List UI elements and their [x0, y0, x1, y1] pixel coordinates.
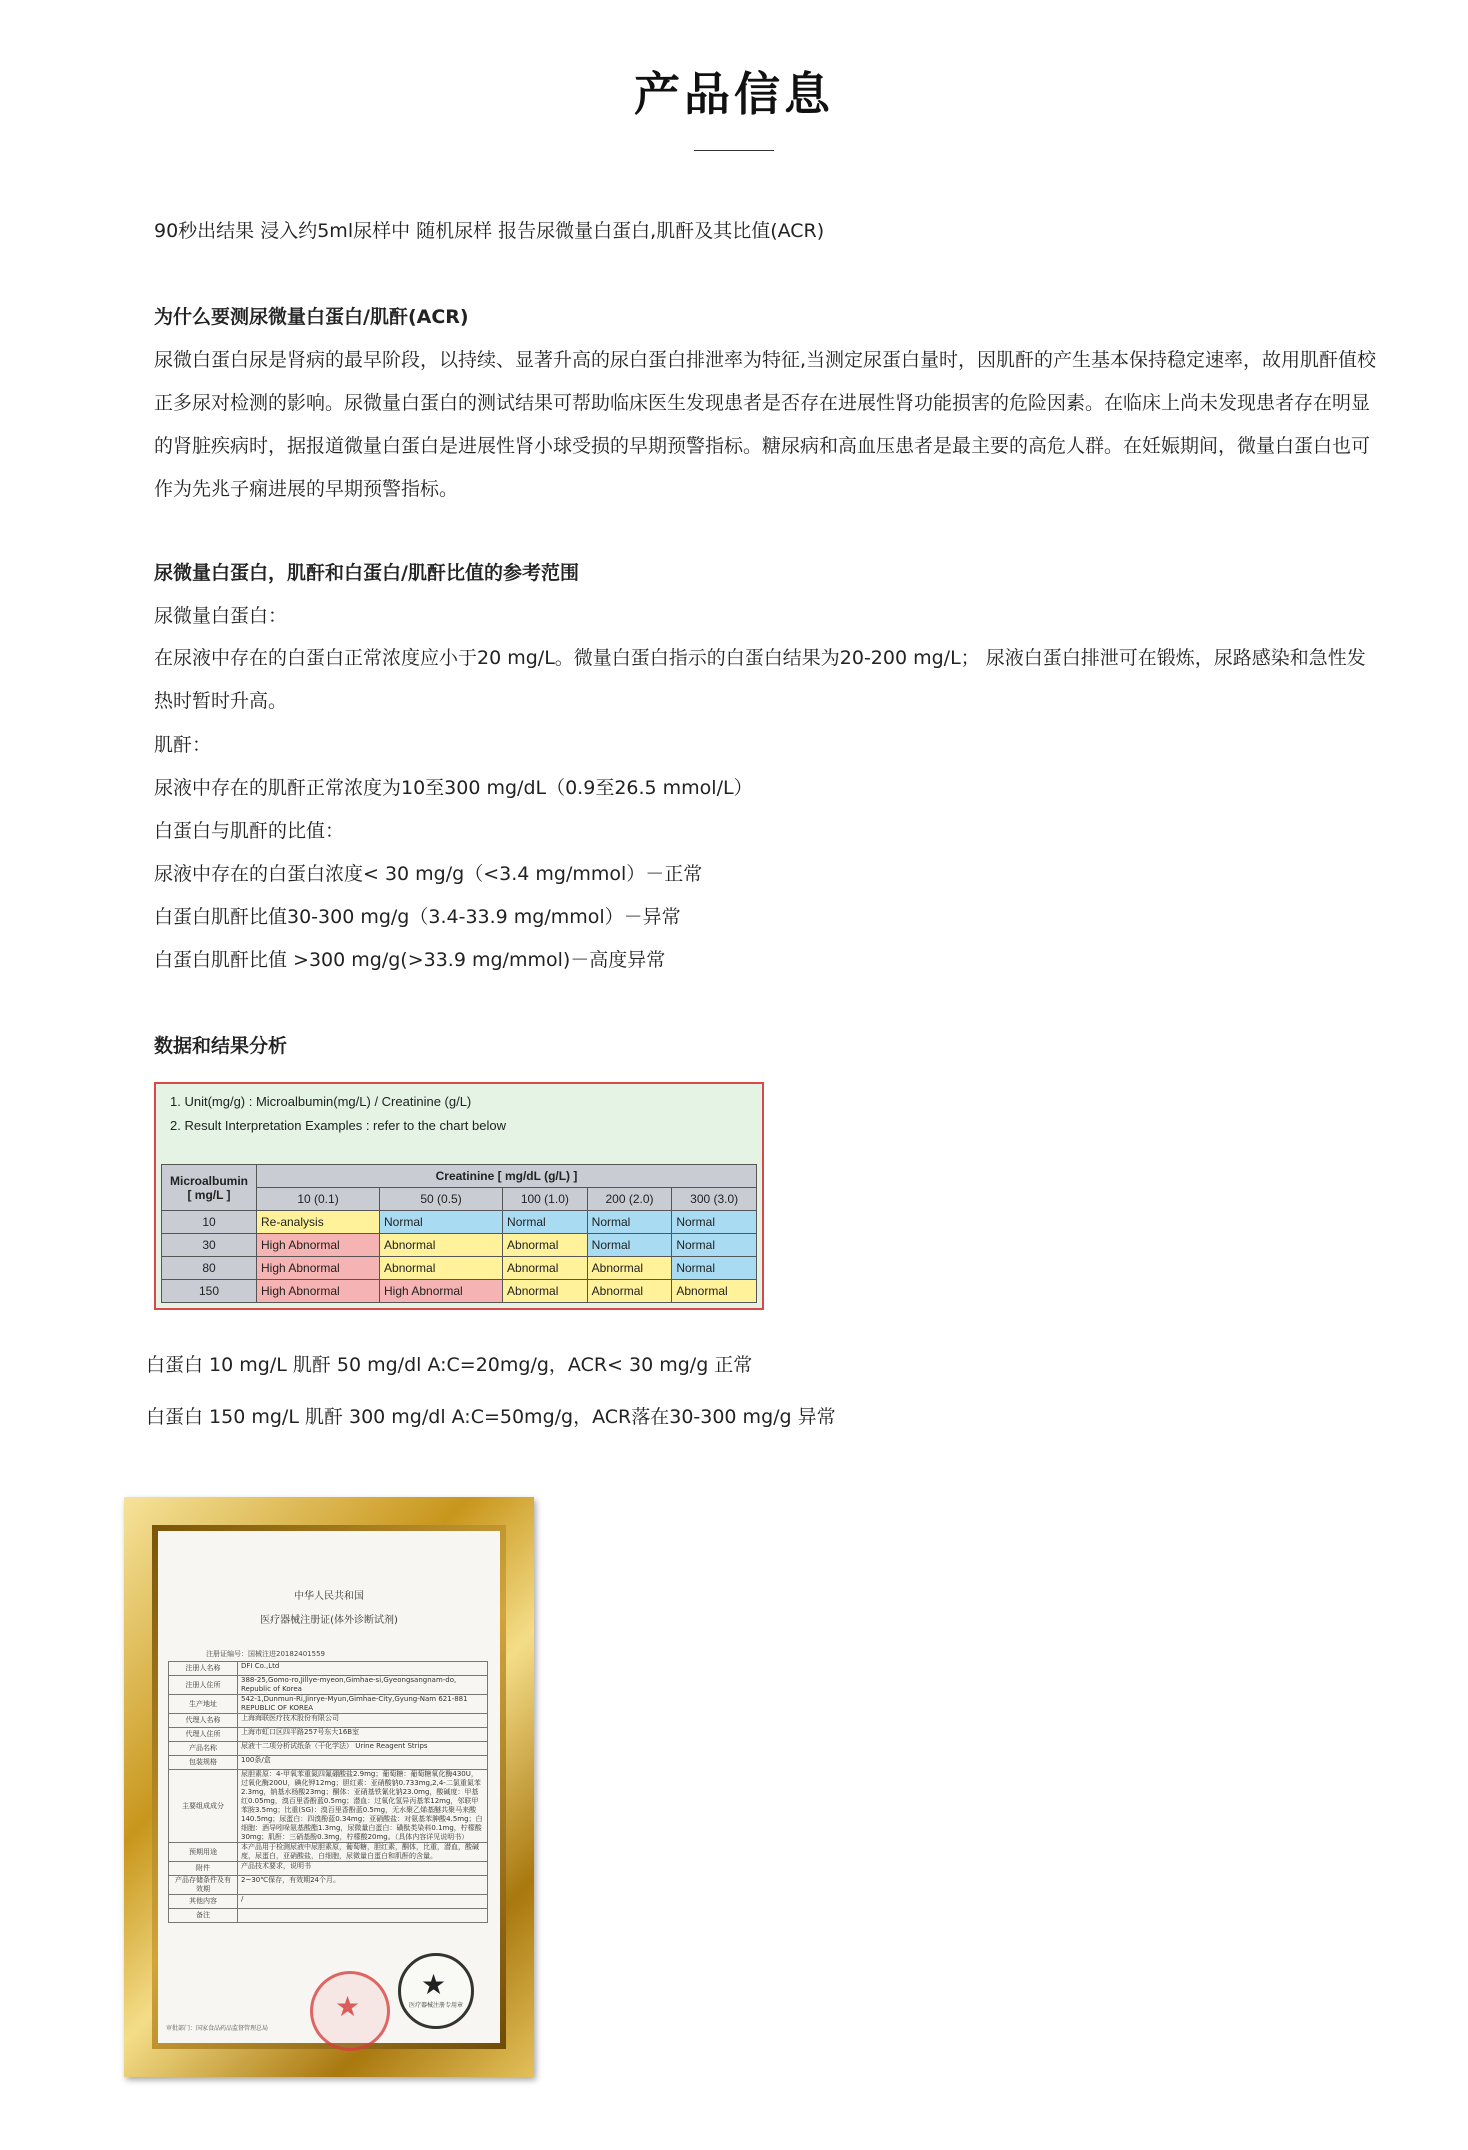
result-cell: Abnormal: [503, 1280, 588, 1303]
result-row: [162, 1257, 757, 1280]
ratio-normal: 尿液中存在的白蛋白浓度< 30 mg/g（<3.4 mg/mmol）－正常: [154, 863, 703, 885]
result-cell: Re-analysis: [257, 1211, 380, 1234]
certificate-field-label: 其他内容: [169, 1895, 238, 1909]
result-cell: Abnormal: [587, 1257, 672, 1280]
black-seal-stamp: [398, 1953, 474, 2029]
certificate-field-value: [238, 1909, 488, 1923]
microalbumin-value: 10: [162, 1211, 257, 1234]
example-normal: 白蛋白 10 mg/L 肌酐 50 mg/dl A:C=20mg/g，ACR< 30 mg/g 正常: [146, 1354, 753, 1376]
certificate-paper: [158, 1531, 500, 2043]
certificate-row: [169, 1742, 488, 1756]
column-header: 50 (0.5): [380, 1188, 503, 1211]
result-cell: High Abnormal: [257, 1257, 380, 1280]
result-cell: Abnormal: [587, 1280, 672, 1303]
certificate-field-value: 542-1,Dunmun-Ri,Jinrye-Myun,Gimhae-City,Gyung-Nam 621-881 REPUBLIC OF KOREA: [238, 1695, 488, 1714]
ratio-label: 白蛋白与肌酐的比值：: [154, 820, 345, 842]
result-row: [162, 1211, 757, 1234]
result-interpretation-chart: [154, 1082, 764, 1310]
result-table: [161, 1164, 757, 1303]
certificate-field-value: 本产品用于检测尿液中尿胆素原，葡萄糖，胆红素，酮体，比重，潜血，酸碱度，尿蛋白，亚硝酸盐，白细胞，尿微量白蛋白和肌酐的含量。: [238, 1843, 488, 1862]
section-why-body: 尿微白蛋白尿是肾病的最早阶段，以持续、显著升高的尿白蛋白排泄率为特征,当测定尿蛋白量时，因肌酐的产生基本保持稳定速率，故用肌酐值校正多尿对检测的影响。尿微量白蛋白的测试结果可帮助临床医生发现患者是否存在进展性肾功能损害的危险因素。在临床上尚未发现患者存在明显的肾脏疾病时，据报道微量白蛋白是进展性肾小球受损的早期预警指标。糖尿病和高血压患者是最主要的高危人群。在妊娠期间，微量白蛋白也可作为先兆子痫进展的早期预警指标。: [154, 349, 1377, 500]
column-header: 100 (1.0): [503, 1188, 588, 1211]
result-cell: Normal: [587, 1234, 672, 1257]
certificate-row: [169, 1714, 488, 1728]
albumin-text: 在尿液中存在的白蛋白正常浓度应小于20 mg/L。微量白蛋白指示的白蛋白结果为20-200 mg/L； 尿液白蛋白排泄可在锻炼，尿路感染和急性发热时暂时升高。: [154, 647, 1366, 712]
albumin-label: 尿微量白蛋白：: [154, 605, 288, 627]
certificate-field-value: 上海市虹口区四平路257号东大16B室: [238, 1728, 488, 1742]
frame-inner-bevel: [152, 1525, 506, 2049]
certificate-field-label: 预期用途: [169, 1843, 238, 1862]
result-cell: Normal: [672, 1234, 757, 1257]
creatinine-label: 肌酐：: [154, 734, 212, 756]
certificate-field-value: 尿胆素原：4-甲氧苯重氮四氟硼酸盐2.9mg；葡萄糖：葡萄糖氧化酶430U，过氧化酶200U，碘化钾12mg；胆红素：亚硝酸钠0.733mg,2,4-二氯重氮苯2.3mg，钠基水杨酸23mg；酮体：亚硝基铁氰化钠23.0mg，酸碱度：甲基红0.05mg，溴百里香酚蓝0.5mg；潜血：过氧化氢异丙基苯12mg，邻联甲苯胺3.5mg；比重(SG)：溴百里香酚蓝0.5mg，无水聚乙烯基醚共聚马来酸140.5mg；尿蛋白：四溴酚蓝0.34mg；亚硝酸盐：对氨基苯胂酸4.5mg；白细胞：酒导吲哚氨基酸酯1.3mg，尿微量白蛋白：磺酞类染料0.1mg，柠檬酸30mg；肌酐：三硝基酚0.3mg，柠檬酸20mg。（具体内容详见说明书）: [238, 1770, 488, 1843]
registration-certificate-frame: [124, 1497, 534, 2077]
result-cell: High Abnormal: [257, 1280, 380, 1303]
certificate-field-label: 产品存储条件及有效期: [169, 1876, 238, 1895]
result-cell: Abnormal: [672, 1280, 757, 1303]
ratio-high-abnormal: 白蛋白肌酐比值 >300 mg/g(>33.9 mg/mmol)－高度异常: [154, 949, 666, 971]
certificate-field-label: 代理人住所: [169, 1728, 238, 1742]
certificate-field-value: DFI Co.,Ltd: [238, 1662, 488, 1676]
result-cell: Abnormal: [503, 1234, 588, 1257]
microalbumin-value: 150: [162, 1280, 257, 1303]
certificate-field-label: 备注: [169, 1909, 238, 1923]
seal-star-icon: ★: [421, 1968, 447, 2001]
chart-note-examples: 2. Result Interpretation Examples : refer to the chart below: [170, 1118, 507, 1133]
result-row: [162, 1234, 757, 1257]
certificate-rows: [169, 1662, 488, 1923]
microalbumin-value: 30: [162, 1234, 257, 1257]
red-seal-stamp: [310, 1971, 390, 2051]
certificate-row: [169, 1676, 488, 1695]
certificate-row: [169, 1895, 488, 1909]
certificate-field-label: 代理人名称: [169, 1714, 238, 1728]
result-rows: [162, 1211, 757, 1303]
certificate-field-value: 100条/盒: [238, 1756, 488, 1770]
column-header: 300 (3.0): [672, 1188, 757, 1211]
certificate-field-value: 388-25,Gomo-ro,Jillye-myeon,Gimhae-si,Gyeongsangnam-do, Republic of Korea: [238, 1676, 488, 1695]
microalbumin-value: 80: [162, 1257, 257, 1280]
certificate-field-label: 注册人名称: [169, 1662, 238, 1676]
result-row: [162, 1280, 757, 1303]
result-cell: Abnormal: [503, 1257, 588, 1280]
result-cell: Normal: [380, 1211, 503, 1234]
certificate-field-value: 产品技术要求，说明书: [238, 1862, 488, 1876]
chart-note-unit: 1. Unit(mg/g) : Microalbumin(mg/L) / Creatinine (g/L): [170, 1094, 472, 1109]
certificate-field-value: 尿液十二项分析试纸条（干化学法） Urine Reagent Strips: [238, 1742, 488, 1756]
title-divider: [694, 150, 774, 151]
result-cell: High Abnormal: [380, 1280, 503, 1303]
section-ref-heading: 尿微量白蛋白，肌酐和白蛋白/肌酐比值的参考范围: [154, 562, 579, 584]
certificate-title-2: 医疗器械注册证(体外诊断试剂): [260, 1615, 398, 1626]
microalbumin-header: [162, 1165, 257, 1211]
example-abnormal: 白蛋白 150 mg/L 肌酐 300 mg/dl A:C=50mg/g，ACR落在30-300 mg/g 异常: [146, 1406, 836, 1428]
seal-text: 医疗器械注册专用章: [408, 2002, 463, 2009]
certificate-table: [168, 1661, 488, 1923]
certificate-row: [169, 1728, 488, 1742]
certificate-field-label: 主要组成成分: [169, 1770, 238, 1843]
certificate-row: [169, 1843, 488, 1862]
certificate-field-value: 2~30℃保存，有效期24个月。: [238, 1876, 488, 1895]
page-title: 产品信息: [634, 67, 834, 121]
certificate-row: [169, 1756, 488, 1770]
creatinine-header: Creatinine [ mg/dL (g/L) ]: [257, 1165, 757, 1188]
certificate-row: [169, 1770, 488, 1843]
certificate-row: [169, 1662, 488, 1676]
certificate-title-1: 中华人民共和国: [294, 1591, 364, 1602]
certificate-field-label: 附件: [169, 1862, 238, 1876]
certificate-row: [169, 1862, 488, 1876]
certificate-field-label: 产品名称: [169, 1742, 238, 1756]
microalbumin-header-line2: [ mg/L ]: [187, 1187, 231, 1202]
certificate-field-label: 包装规格: [169, 1756, 238, 1770]
column-header: 10 (0.1): [257, 1188, 380, 1211]
result-cell: Normal: [672, 1211, 757, 1234]
result-cell: Normal: [672, 1257, 757, 1280]
microalbumin-header-line1: Microalbumin: [169, 1173, 248, 1188]
certificate-reg-no: 注册证编号：国械注进20182401559: [206, 1650, 325, 1658]
certificate-footer: 审批部门：国家食品药品监督管理总局: [166, 2025, 269, 2032]
certificate-field-value: /: [238, 1895, 488, 1909]
certificate-row: [169, 1909, 488, 1923]
column-header: 200 (2.0): [587, 1188, 672, 1211]
certificate-row: [169, 1876, 488, 1895]
certificate-field-label: 注册人住所: [169, 1676, 238, 1695]
ratio-abnormal: 白蛋白肌酐比值30-300 mg/g（3.4-33.9 mg/mmol）－异常: [154, 906, 681, 928]
section-data-heading: 数据和结果分析: [154, 1035, 288, 1057]
intro-text: 90秒出结果 浸入约5ml尿样中 随机尿样 报告尿微量白蛋白,肌酐及其比值(ACR): [154, 220, 825, 242]
certificate-field-value: 上海海联医疗技术股份有限公司: [238, 1714, 488, 1728]
result-cell: Abnormal: [380, 1234, 503, 1257]
result-cell: Normal: [503, 1211, 588, 1234]
result-cell: Abnormal: [380, 1257, 503, 1280]
result-cell: Normal: [587, 1211, 672, 1234]
creatinine-text: 尿液中存在的肌酐正常浓度为10至300 mg/dL（0.9至26.5 mmol/L）: [154, 777, 753, 799]
result-cell: High Abnormal: [257, 1234, 380, 1257]
certificate-field-label: 生产地址: [169, 1695, 238, 1714]
certificate-row: [169, 1695, 488, 1714]
seal-star-icon: ★: [335, 1990, 361, 2023]
section-why-heading: 为什么要测尿微量白蛋白/肌酐(ACR): [154, 306, 469, 328]
